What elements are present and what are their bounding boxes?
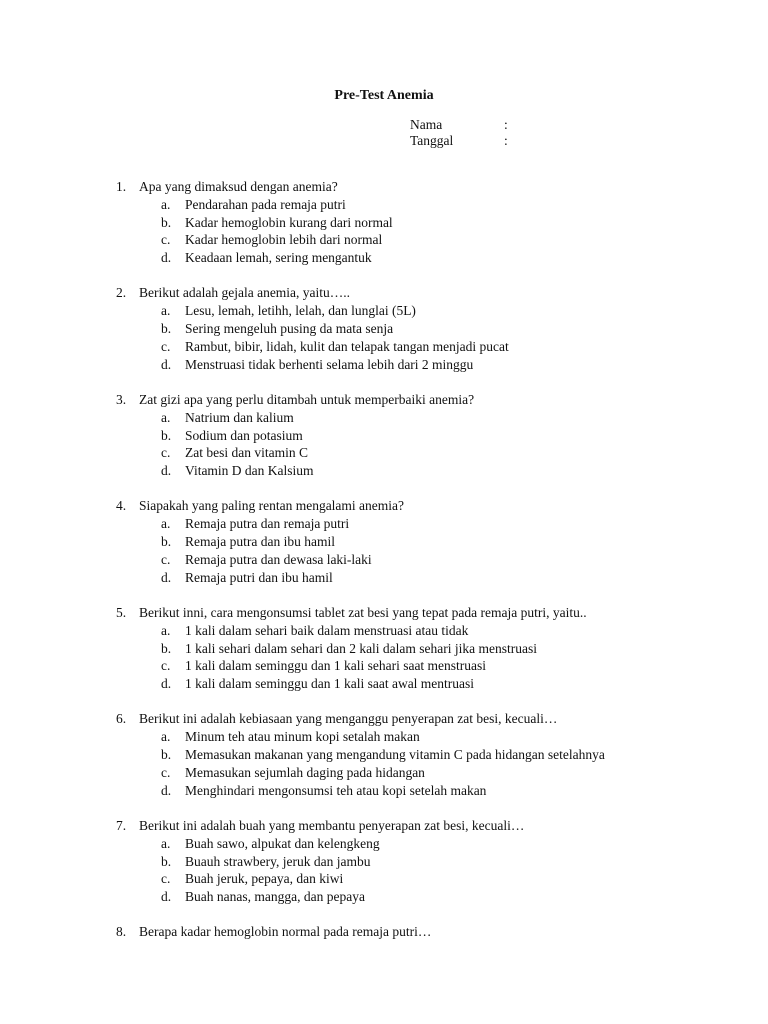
date-label: Tanggal (410, 133, 454, 148)
question-text: Berikut adalah gejala anemia, yaitu….. (139, 285, 351, 301)
option-text: Remaja putra dan dewasa laki-laki (185, 551, 372, 567)
question-number: 7. (116, 817, 127, 833)
option-letter: a. (161, 516, 171, 532)
answer-option (0, 444, 768, 462)
answer-option (0, 782, 768, 800)
answer-option (0, 196, 768, 214)
option-letter: b. (161, 214, 172, 230)
answer-option (0, 728, 768, 746)
option-text: Memasukan makanan yang mengandung vitamin C pada hidangan setelahnya (185, 747, 605, 763)
option-text: Menghindari mengonsumsi teh atau kopi setelah makan (185, 782, 487, 798)
answer-option (0, 640, 768, 658)
answer-option (0, 870, 768, 888)
question-text: Berikut ini adalah buah yang membantu penyerapan zat besi, kecuali… (139, 817, 525, 833)
page-title: Pre-Test Anemia (334, 88, 434, 103)
option-text: Menstruasi tidak berhenti selama lebih dari 2 minggu (185, 356, 474, 372)
question-list (0, 178, 768, 959)
question-item (0, 284, 768, 373)
option-letter: c. (161, 338, 171, 354)
option-letter: c. (161, 445, 171, 461)
question-number: 4. (116, 498, 127, 514)
option-letter: b. (161, 640, 172, 656)
question-item (0, 391, 768, 480)
name-colon: : (504, 117, 508, 132)
answer-option (0, 622, 768, 640)
answer-option (0, 320, 768, 338)
question-text: Berapa kadar hemoglobin normal pada remaja putri… (139, 924, 432, 940)
question-item (0, 604, 768, 693)
option-text: Remaja putri dan ibu hamil (185, 569, 333, 585)
answer-option (0, 675, 768, 693)
answer-option (0, 427, 768, 445)
option-text: Buah jeruk, pepaya, dan kiwi (185, 871, 344, 887)
date-colon: : (504, 133, 508, 148)
question-item (0, 178, 768, 267)
question-number: 5. (116, 604, 127, 620)
question-item (0, 710, 768, 799)
answer-option (0, 835, 768, 853)
answer-option (0, 462, 768, 480)
option-text: Minum teh atau minum kopi setalah makan (185, 729, 420, 745)
question-line (0, 817, 768, 835)
answer-option (0, 657, 768, 675)
option-text: Keadaan lemah, sering mengantuk (185, 250, 372, 266)
option-text: Vitamin D dan Kalsium (185, 463, 314, 479)
option-text: Rambut, bibir, lidah, kulit dan telapak tangan menjadi pucat (185, 338, 509, 354)
option-text: Natrium dan kalium (185, 409, 294, 425)
answer-option (0, 853, 768, 871)
answer-option (0, 533, 768, 551)
question-number: 3. (116, 391, 127, 407)
option-text: Memasukan sejumlah daging pada hidangan (185, 764, 425, 780)
question-line (0, 710, 768, 728)
option-letter: b. (161, 853, 172, 869)
option-letter: a. (161, 622, 171, 638)
option-text: Kadar hemoglobin kurang dari normal (185, 214, 393, 230)
option-letter: a. (161, 835, 171, 851)
option-text: 1 kali dalam seminggu dan 1 kali saat awal mentruasi (185, 676, 475, 692)
option-text: 1 kali sehari dalam sehari dan 2 kali dalam sehari jika menstruasi (185, 640, 538, 656)
answer-option (0, 356, 768, 374)
answer-option (0, 302, 768, 320)
option-letter: a. (161, 409, 171, 425)
option-letter: b. (161, 427, 172, 443)
option-letter: d. (161, 569, 172, 585)
option-text: Sering mengeluh pusing da mata senja (185, 321, 394, 337)
option-text: Buah sawo, alpukat dan kelengkeng (185, 835, 380, 851)
question-number: 2. (116, 285, 127, 301)
answer-option (0, 569, 768, 587)
option-letter: d. (161, 356, 172, 372)
question-item (0, 817, 768, 906)
answer-option (0, 249, 768, 267)
option-letter: c. (161, 871, 171, 887)
name-label: Nama (410, 117, 443, 132)
answer-option (0, 515, 768, 533)
option-text: Zat besi dan vitamin C (185, 445, 308, 461)
answer-option (0, 338, 768, 356)
question-text: Siapakah yang paling rentan mengalami anemia? (139, 498, 405, 514)
question-number: 1. (116, 179, 127, 194)
answer-option (0, 888, 768, 906)
answer-option (0, 551, 768, 569)
option-text: 1 kali dalam seminggu dan 1 kali sehari saat menstruasi (185, 658, 487, 674)
question-line (0, 923, 768, 941)
question-text: Zat gizi apa yang perlu ditambah untuk memperbaiki anemia? (139, 391, 475, 407)
answer-option (0, 214, 768, 232)
option-text: Sodium dan potasium (185, 427, 303, 443)
question-line (0, 178, 768, 196)
option-letter: b. (161, 321, 172, 337)
option-letter: d. (161, 463, 172, 479)
answer-option (0, 746, 768, 764)
question-line (0, 497, 768, 515)
question-number: 8. (116, 924, 127, 940)
question-item (0, 923, 768, 941)
option-letter: a. (161, 196, 171, 212)
answer-option (0, 231, 768, 249)
question-line (0, 284, 768, 302)
option-letter: b. (161, 534, 172, 550)
question-number: 6. (116, 711, 127, 727)
option-text: Buauh strawbery, jeruk dan jambu (185, 853, 371, 869)
option-text: 1 kali dalam sehari baik dalam menstruasi atau tidak (185, 622, 469, 638)
option-text: Remaja putra dan ibu hamil (185, 534, 335, 550)
option-letter: d. (161, 676, 172, 692)
option-text: Pendarahan pada remaja putri (185, 196, 346, 212)
option-letter: d. (161, 782, 172, 798)
option-letter: a. (161, 729, 171, 745)
question-item (0, 497, 768, 586)
option-letter: c. (161, 551, 171, 567)
option-letter: c. (161, 764, 171, 780)
option-letter: d. (161, 250, 172, 266)
question-text: Berikut ini adalah kebiasaan yang menganggu penyerapan zat besi, kecuali… (139, 711, 558, 727)
question-text: Berikut inni, cara mengonsumsi tablet zat besi yang tepat pada remaja putri, yaitu.. (139, 604, 587, 620)
option-letter: d. (161, 889, 172, 905)
option-text: Kadar hemoglobin lebih dari normal (185, 232, 383, 248)
option-letter: c. (161, 658, 171, 674)
question-line (0, 604, 768, 622)
option-letter: a. (161, 303, 171, 319)
option-text: Buah nanas, mangga, dan pepaya (185, 889, 365, 905)
option-letter: b. (161, 747, 172, 763)
option-text: Remaja putra dan remaja putri (185, 516, 350, 532)
option-text: Lesu, lemah, letihh, lelah, dan lunglai (5L) (185, 303, 416, 319)
answer-option (0, 764, 768, 782)
option-letter: c. (161, 232, 171, 248)
question-text: Apa yang dimaksud dengan anemia? (139, 179, 338, 194)
question-line (0, 391, 768, 409)
answer-option (0, 409, 768, 427)
